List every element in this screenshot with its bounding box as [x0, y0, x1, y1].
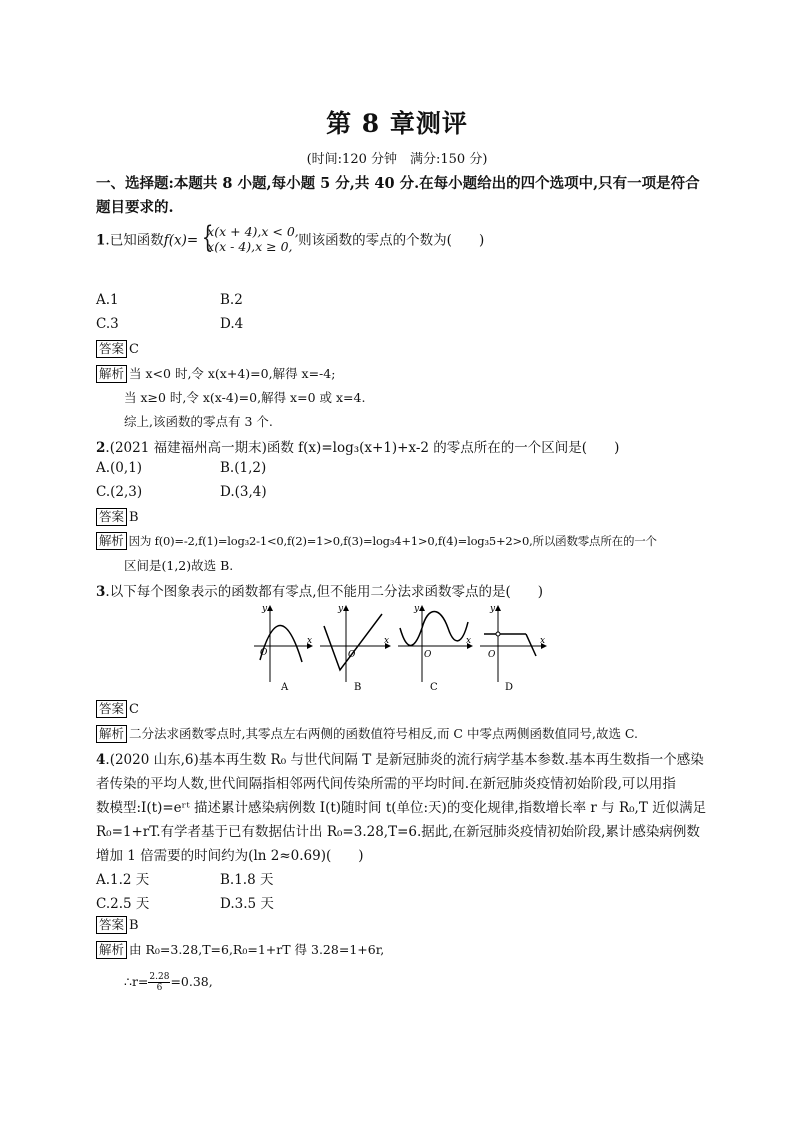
analysis-line: 综上,该函数的零点有 3 个.: [124, 414, 273, 429]
analysis-line: 二分法求函数零点时,其零点左右两侧的函数值符号相反,而 C 中零点两侧函数值同号,故选 C.: [129, 726, 639, 741]
graph-c: [398, 604, 472, 693]
axis-x-label: x: [466, 636, 472, 646]
origin-label: O: [260, 648, 268, 658]
graph-label: C: [430, 682, 438, 693]
question-lead: .已知函数: [105, 232, 164, 249]
fraction: [148, 972, 170, 993]
question-4: [96, 748, 704, 768]
analysis-prefix: ∴r=: [124, 974, 149, 989]
question-1: [96, 220, 485, 256]
question-2: [96, 436, 619, 456]
option-d: D.(3,4): [220, 484, 267, 500]
option-c: C.3: [96, 316, 119, 332]
axis-y-label: y: [338, 604, 344, 614]
answer-tag: 答案: [96, 508, 127, 526]
graphs-figure: [250, 600, 550, 695]
question-text: 者传染的平均人数,世代间隔指相邻两代间传染所需的平均时间.在新冠肺炎疫情初始阶段,可以用指: [96, 776, 676, 792]
analysis-line: 当 x<0 时,令 x(x+4)=0,解得 x=-4;: [129, 366, 336, 381]
analysis-tag: 解析: [96, 725, 127, 743]
axis-y-label: y: [490, 604, 496, 614]
brace-glyph: {: [201, 220, 214, 255]
graph-b: [320, 604, 390, 693]
open-point: [496, 632, 500, 636]
question-text: .(2020 山东,6)基本再生数 R₀ 与世代间隔 T 是新冠肺炎的流行病学基本参数.基本再生数指一个感染: [105, 752, 704, 768]
question-text: 数模型:I(t)=eʳᵗ 描述累计感染病例数 I(t)随时间 t(单位:天)的变化规律,指数增长率 r 与 R₀,T 近似满足: [96, 800, 707, 816]
question-text: R₀=1+rT.有学者基于已有数据估计出 R₀=3.28,T=6.据此,在新冠肺炎疫情初始阶段,累计感染病例数: [96, 824, 700, 840]
section-heading: 一、选择题:本题共 8 小题,每小题 5 分,共 40 分.在每小题给出的四个选项中,只有一项是符合题目要求的.: [96, 175, 700, 216]
graph-label: B: [354, 682, 362, 693]
question-number: 1: [96, 232, 106, 249]
page-title: 第 8 章测评: [326, 109, 468, 138]
axis-x-label: x: [307, 636, 313, 646]
analysis-tag: 解析: [96, 365, 127, 383]
curve-b: [324, 614, 382, 670]
analysis-line: [124, 972, 213, 993]
answer-tag: 答案: [96, 340, 127, 358]
analysis-tag: 解析: [96, 532, 127, 550]
graph-d: [480, 604, 546, 693]
analysis-line: 区间是(1,2)故选 B.: [124, 558, 234, 573]
answer-value: B: [129, 510, 139, 525]
fraction-numerator: 2.28: [149, 972, 170, 982]
option-a: A.1: [96, 292, 119, 308]
fraction-denominator: 6: [156, 983, 163, 993]
answer-value: C: [129, 702, 139, 717]
answer-row: [96, 508, 139, 526]
option-a: A.1.2 天: [96, 872, 150, 888]
graph-label: A: [281, 682, 289, 693]
option-d: D.4: [220, 316, 244, 332]
answer-value: C: [129, 342, 139, 357]
question-text: .以下每个图象表示的函数都有零点,但不能用二分法求函数零点的是( ): [105, 584, 544, 600]
answer-tag: 答案: [96, 916, 127, 934]
question-text: .(2021 福建福州高一期末)函数 f(x)=log₃(x+1)+x-2 的零点所在的一个区间是( ): [105, 440, 620, 456]
option-d: D.3.5 天: [220, 896, 274, 912]
option-c: C.2.5 天: [96, 896, 150, 912]
origin-label: O: [348, 650, 356, 660]
option-b: B.2: [220, 292, 243, 308]
analysis-tag: 解析: [96, 941, 127, 959]
answer-value: B: [129, 918, 139, 933]
piece-2: x(x - 4),x ≥ 0,: [207, 239, 293, 254]
exam-info: (时间:120 分钟 满分:150 分): [306, 152, 488, 167]
curve-d-drop: [526, 634, 536, 656]
question-3: [96, 580, 543, 600]
analysis-row: [96, 940, 384, 959]
answer-row: [96, 340, 139, 358]
analysis-line: 因为 f(0)=-2,f(1)=log₃2-1<0,f(2)=1>0,f(3)=log₃4+1>0,f(4)=log₃5+2>0,所以函数零点所在的一个: [128, 534, 657, 548]
graph-label: D: [505, 682, 514, 693]
origin-label: O: [488, 650, 496, 660]
question-number: 2: [96, 440, 106, 456]
question-number: 3: [96, 584, 106, 600]
analysis-suffix: =0.38,: [170, 974, 213, 989]
curve-c: [400, 612, 468, 646]
axis-x-label: x: [384, 636, 390, 646]
answer-row: [96, 700, 139, 718]
question-tail: 则该函数的零点的个数为( ): [298, 232, 485, 249]
question-number: 4: [96, 752, 106, 768]
origin-label: O: [424, 650, 432, 660]
option-b: B.1.8 天: [220, 872, 274, 888]
option-a: A.(0,1): [96, 460, 143, 476]
graph-a: [254, 604, 312, 693]
analysis-line: 由 R₀=3.28,T=6,R₀=1+rT 得 3.28=1+6r,: [129, 942, 385, 957]
axis-y-label: y: [414, 604, 420, 614]
option-c: C.(2,3): [96, 484, 143, 500]
answer-tag: 答案: [96, 700, 127, 718]
analysis-row: [96, 532, 657, 550]
piecewise-function: [198, 220, 299, 256]
option-b: B.(1,2): [220, 460, 267, 476]
axis-y-label: y: [262, 604, 268, 614]
piece-1: x(x + 4),x < 0,: [207, 224, 299, 239]
answer-row: [96, 916, 139, 934]
analysis-line: 当 x≥0 时,令 x(x-4)=0,解得 x=0 或 x=4.: [124, 390, 366, 405]
function-name: f(x)=: [163, 232, 199, 249]
question-text: 增加 1 倍需要的时间约为(ln 2≈0.69)( ): [96, 848, 364, 864]
analysis-row: [96, 724, 638, 743]
axis-x-label: x: [540, 636, 546, 646]
analysis-row: [96, 364, 335, 383]
